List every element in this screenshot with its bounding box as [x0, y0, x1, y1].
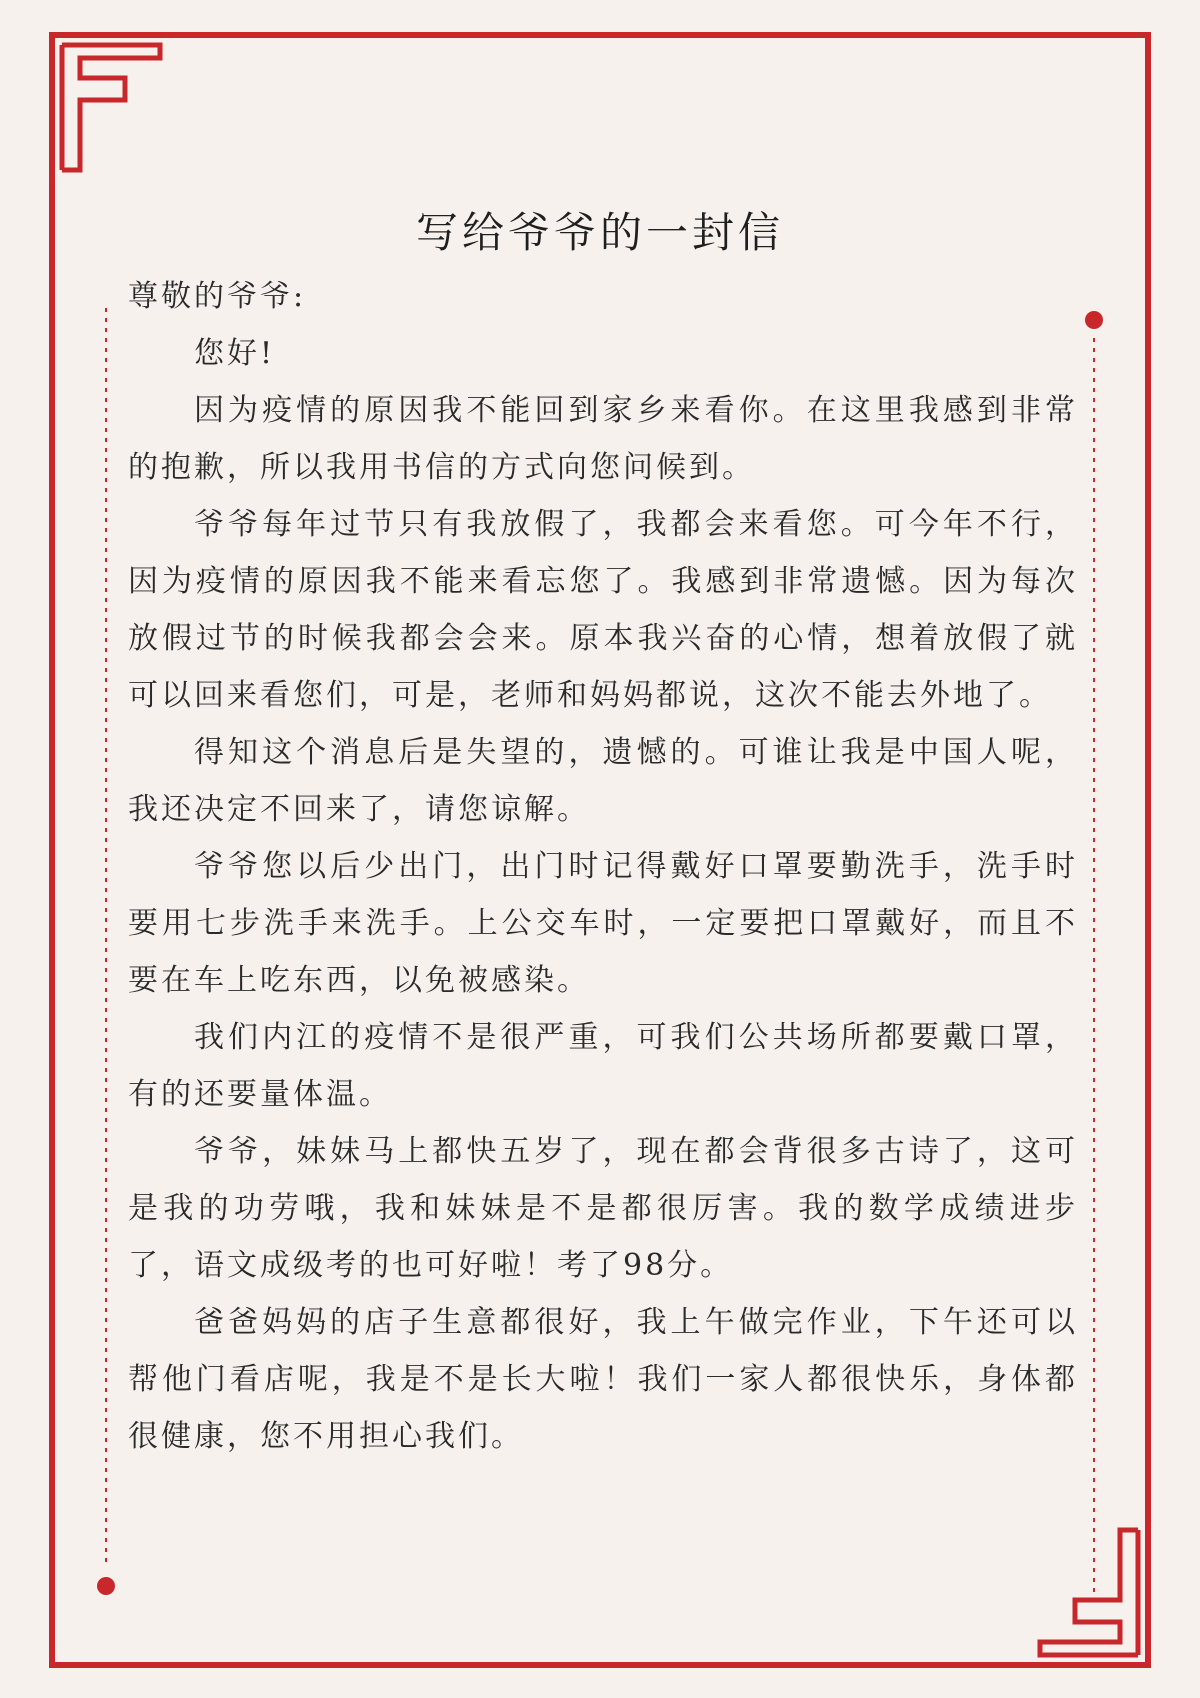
- left-dot: [97, 1577, 115, 1595]
- letter-paragraph: 您好!: [194, 336, 276, 371]
- letter-paragraph: 爸爸妈妈的店子生意都很好，我上午做完作业，下午还可以帮他门看店呢，我是不是长大啦！我们一家人都很快乐，身体都很健康，您不用担心我们。: [128, 1305, 1078, 1454]
- letter-paragraph: 爷爷，妹妹马上都快五岁了，现在都会背很多古诗了，这可是我的功劳哦，我和妹妹是不是都很厉害。我的数学成绩进步了，语文成级考的也可好啦！考了98分。: [128, 1134, 1078, 1283]
- letter-greeting: 尊敬的爷爷:: [128, 279, 307, 314]
- letter-paragraph: 得知这个消息后是失望的，遗憾的。可谁让我是中国人呢，我还决定不回来了，请您谅解。: [128, 735, 1078, 827]
- corner-ornament-top-left: [62, 45, 160, 170]
- letter-title: 写给爷爷的一封信: [415, 208, 784, 257]
- letter-paragraph: 因为疫情的原因我不能回到家乡来看你。在这里我感到非常的抱歉，所以我用书信的方式向您问候到。: [128, 393, 1078, 485]
- letter-body: [128, 268, 1078, 1465]
- corner-ornament-bottom-right: [1040, 1530, 1138, 1655]
- letter-paragraph: 爷爷您以后少出门，出门时记得戴好口罩要勤洗手，洗手时要用七步洗手来洗手。上公交车时，一定要把口罩戴好，而且不要在车上吃东西，以免被感染。: [128, 849, 1078, 998]
- letter-paragraph: 爷爷每年过节只有我放假了，我都会来看您。可今年不行，因为疫情的原因我不能来看忘您了。我感到非常遗憾。因为每次放假过节的时候我都会会来。原本我兴奋的心情，想着放假了就可以回来看您们，可是，老师和妈妈都说，这次不能去外地了。: [128, 507, 1078, 713]
- right-dot: [1085, 311, 1103, 329]
- letter-paragraph: 我们内江的疫情不是很严重，可我们公共场所都要戴口罩，有的还要量体温。: [128, 1020, 1078, 1112]
